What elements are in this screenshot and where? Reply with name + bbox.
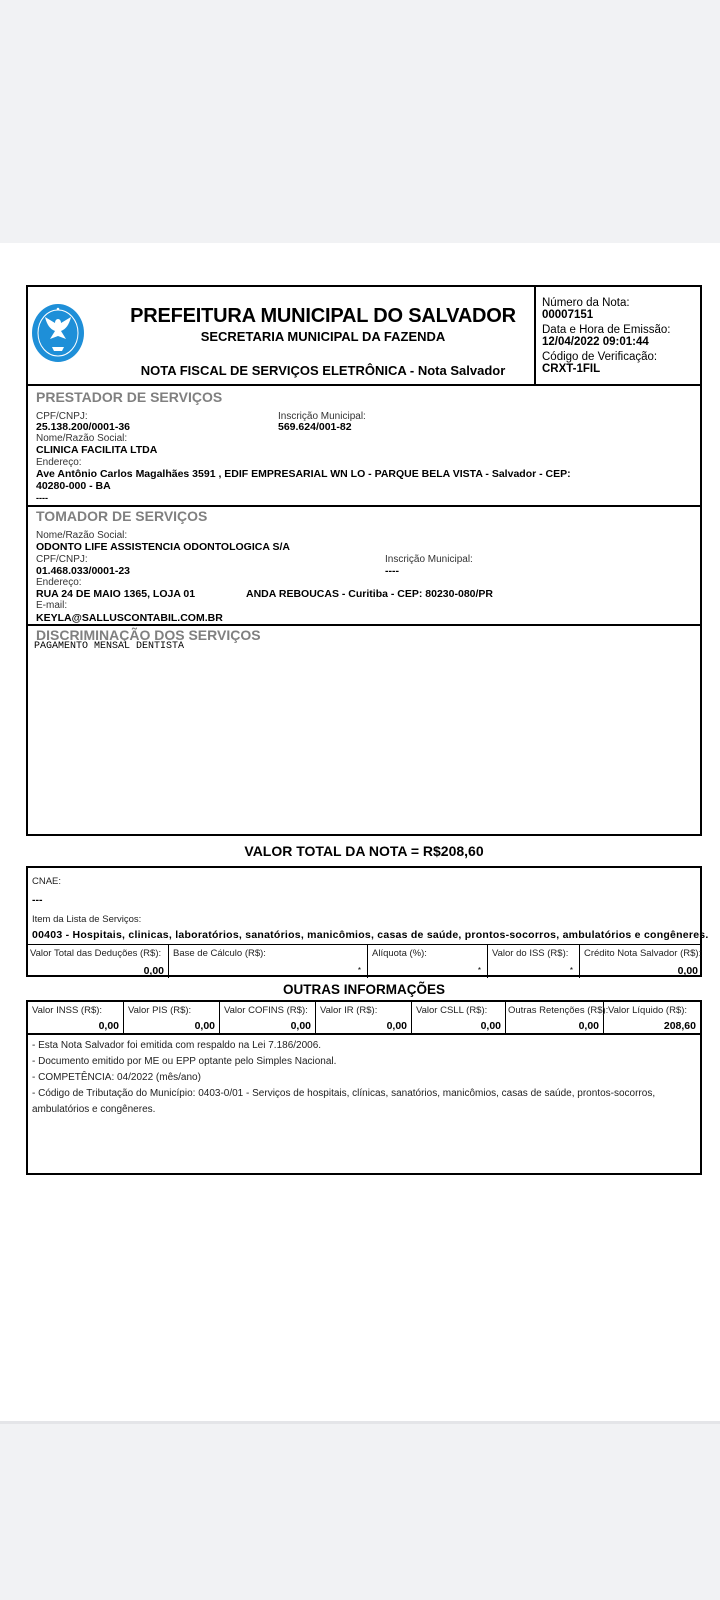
pis-cell: [124, 1002, 220, 1033]
csll-label: Valor CSLL (R$):: [416, 1005, 488, 1016]
cofins-cell: [220, 1002, 316, 1033]
base-calculo-label: Base de Cálculo (R$):: [173, 948, 266, 959]
ir-label: Valor IR (R$):: [320, 1005, 378, 1016]
observacao-codigo-tributacao-cont: ambulatórios e congêneres.: [32, 1104, 156, 1115]
tomador-endereco-part1: RUA 24 DE MAIO 1365, LOJA 01: [36, 588, 196, 600]
iss-value: *: [569, 966, 573, 975]
tomador-nome-label: Nome/Razão Social:: [36, 530, 128, 541]
tomador-email-label: E-mail:: [36, 600, 68, 611]
base-calculo-value: *: [357, 966, 361, 975]
cnae-value: ---: [32, 894, 43, 906]
prestador-im-value: 569.624/001-82: [278, 421, 352, 433]
aliquota-cell: [368, 945, 488, 978]
prestador-endereco-line2: 40280-000 - BA: [36, 480, 111, 492]
outras-retencoes-label: Outras Retenções (R$):: [508, 1005, 609, 1016]
iss-label: Valor do ISS (R$):: [492, 948, 569, 959]
prestador-im-label: Inscrição Municipal:: [278, 411, 366, 422]
discriminacao-title: DISCRIMINAÇÃO DOS SERVIÇOS: [36, 627, 261, 643]
tomador-cpf-value: 01.468.033/0001-23: [36, 565, 131, 577]
item-lista-label: Item da Lista de Serviços:: [32, 914, 142, 925]
deducoes-label: Valor Total das Deduções (R$):: [30, 948, 162, 959]
salvador-coat-of-arms-icon: [31, 303, 85, 363]
emissao-label: Data e Hora de Emissão:: [542, 324, 671, 336]
tomador-email-value: KEYLA@SALLUSCONTABIL.COM.BR: [36, 612, 223, 624]
aliquota-value: *: [477, 966, 481, 975]
deducoes-value: 0,00: [143, 965, 164, 977]
credito-label: Crédito Nota Salvador (R$):: [584, 948, 702, 959]
outras-retencoes-value: 0,00: [578, 1020, 599, 1032]
discriminacao-text: PAGAMENTO MENSAL DENTISTA: [34, 641, 185, 652]
ir-value: 0,00: [386, 1020, 407, 1032]
prestador-nome-value: CLINICA FACILITA LTDA: [36, 444, 158, 456]
prestador-extra: ----: [36, 493, 48, 503]
verificacao-value: CRXT-1FIL: [542, 363, 601, 375]
cofins-value: 0,00: [290, 1020, 311, 1032]
retencoes-row: [28, 1002, 700, 1033]
liquido-label: Valor Líquido (R$):: [608, 1005, 688, 1016]
valor-total: VALOR TOTAL DA NOTA = R$208,60: [244, 843, 484, 859]
servico-section: [26, 866, 709, 977]
tomador-im-value: ----: [385, 565, 399, 577]
credito-value: 0,00: [677, 965, 698, 977]
tomador-endereco-label: Endereço:: [36, 577, 82, 588]
prestador-endereco-line1: Ave Antônio Carlos Magalhães 3591 , EDIF EMPRESARIAL WN LO - PARQUE BELA VISTA - Salvador - CEP:: [36, 468, 571, 480]
inss-value: 0,00: [98, 1020, 119, 1032]
tomador-im-label: Inscrição Municipal:: [385, 554, 473, 565]
outras-informacoes-title: OUTRAS INFORMAÇÕES: [283, 982, 445, 997]
liquido-value: 208,60: [663, 1020, 696, 1032]
prestador-title: PRESTADOR DE SERVIÇOS: [36, 389, 223, 405]
impostos-row: [26, 944, 702, 978]
observacao-lei: - Esta Nota Salvador foi emitida com respaldo na Lei 7.186/2006.: [32, 1040, 322, 1051]
document-type: NOTA FISCAL DE SERVIÇOS ELETRÔNICA - Nota Salvador: [140, 363, 506, 378]
page-bottom-edge: [0, 1421, 720, 1424]
csll-value: 0,00: [480, 1020, 501, 1032]
prestador-cpf-label: CPF/CNPJ:: [36, 411, 88, 422]
iss-cell: [488, 945, 580, 978]
pis-value: 0,00: [194, 1020, 215, 1032]
secretaria-subtitle: SECRETARIA MUNICIPAL DA FAZENDA: [200, 329, 446, 344]
observacao-simples: - Documento emitido por ME ou EPP optante pelo Simples Nacional.: [32, 1056, 337, 1067]
tomador-endereco-part2: ANDA REBOUCAS - Curitiba - CEP: 80230-080/PR: [246, 588, 493, 600]
observacao-competencia: - COMPETÊNCIA: 04/2022 (mês/ano): [32, 1072, 201, 1083]
retencoes-box: [26, 1000, 702, 1035]
cofins-label: Valor COFINS (R$):: [224, 1005, 308, 1016]
prestador-cpf-value: 25.138.200/0001-36: [36, 421, 131, 433]
credito-cell: [580, 945, 702, 978]
prestador-endereco-label: Endereço:: [36, 457, 82, 468]
base-calculo-cell: [169, 945, 368, 978]
cnae-label: CNAE:: [32, 876, 62, 887]
nota-header: [26, 285, 702, 386]
outras-retencoes-cell: [506, 1002, 609, 1033]
liquido-cell: [604, 1002, 700, 1033]
tomador-section: [26, 505, 702, 626]
observacao-codigo-tributacao: - Código de Tributação do Município: 0403-0/01 - Serviços de hospitais, clínicas, sanatórios, manicômios, casas de saúde, prontos-socorros,: [32, 1088, 656, 1099]
tomador-nome-value: ODONTO LIFE ASSISTENCIA ODONTOLOGICA S/A: [36, 541, 290, 553]
nota-identification: [534, 285, 702, 386]
tomador-cpf-label: CPF/CNPJ:: [36, 554, 88, 565]
csll-cell: [412, 1002, 506, 1033]
numero-value: 00007151: [542, 309, 594, 321]
aliquota-label: Alíquota (%):: [372, 948, 427, 959]
inss-cell: [28, 1002, 124, 1033]
inss-label: Valor INSS (R$):: [32, 1005, 103, 1016]
prestador-nome-label: Nome/Razão Social:: [36, 433, 128, 444]
tomador-title: TOMADOR DE SERVIÇOS: [36, 508, 208, 524]
prefeitura-title: PREFEITURA MUNICIPAL DO SALVADOR: [130, 305, 516, 327]
verificacao-label: Código de Verificação:: [542, 351, 658, 363]
discriminacao-section: [26, 624, 702, 836]
numero-label: Número da Nota:: [542, 297, 630, 309]
prestador-section: [26, 386, 702, 507]
item-lista-value: 00403 - Hospitais, clinicas, laboratórios, sanatórios, manicômios, casas de saúde, prontos-socorros, ambulatórios e congêneres.: [32, 929, 709, 941]
emissao-value: 12/04/2022 09:01:44: [542, 336, 649, 348]
ir-cell: [316, 1002, 412, 1033]
deducoes-cell: [26, 945, 169, 978]
pis-label: Valor PIS (R$):: [128, 1005, 192, 1016]
